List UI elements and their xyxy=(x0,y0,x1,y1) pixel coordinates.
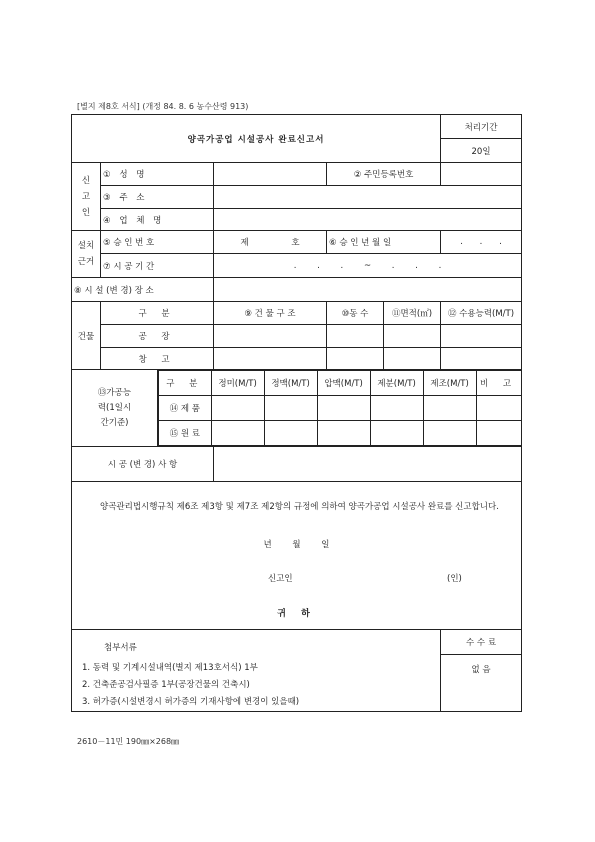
product-remarks-field[interactable] xyxy=(476,396,521,421)
fee-value: 없 음 xyxy=(441,655,522,712)
construction-period-label: ⑦ 시 공 기 간 xyxy=(101,254,214,278)
declaration-date: 년 월 일 xyxy=(263,540,330,550)
construction-details-field[interactable] xyxy=(214,447,522,482)
factory-count-field[interactable] xyxy=(327,325,384,348)
signature-line xyxy=(74,572,519,584)
installation-basis-label: 설치 근거 xyxy=(72,231,101,278)
capacity-col-milling: 제분(M/T) xyxy=(370,371,423,396)
processing-capacity-label: ⑬가공능 력(1일시 간기준) xyxy=(72,370,158,447)
building-group-label: 건물 xyxy=(72,302,101,370)
warehouse-area-field[interactable] xyxy=(384,348,441,370)
resident-id-label: ② 주민등록번호 xyxy=(327,163,441,186)
approval-number-field[interactable]: 제 호 xyxy=(214,231,327,254)
fee-label: 수 수 료 xyxy=(441,630,522,655)
address-field[interactable] xyxy=(214,186,522,209)
company-name-label: ④ 업 체 명 xyxy=(101,209,214,231)
raw-remarks-field[interactable] xyxy=(476,421,521,446)
capacity-col-pressed-barley: 압맥(M/T) xyxy=(317,371,370,396)
facility-location-label: ⑧ 시 설 (변 경) 장 소 xyxy=(72,278,214,302)
resident-id-field[interactable] xyxy=(441,163,522,186)
capacity-col-rice: 정미(M/T) xyxy=(211,371,264,396)
building-row-factory: 공 장 xyxy=(101,325,214,348)
building-col-structure: ⑨ 건 물 구 조 xyxy=(214,302,327,325)
approval-date-label: ⑥ 승 인 년 월 일 xyxy=(327,231,441,254)
building-col-category: 구 분 xyxy=(101,302,214,325)
attachments-block xyxy=(72,630,441,712)
raw-barley-field[interactable] xyxy=(264,421,317,446)
factory-capacity-field[interactable] xyxy=(441,325,522,348)
signer-label: 신고인 xyxy=(268,574,293,584)
completion-report-form xyxy=(71,114,522,712)
capacity-row-raw-material: ⑮ 원 료 xyxy=(159,421,212,446)
product-manufacture-field[interactable] xyxy=(423,396,476,421)
attachment-item: 3. 허가증(시설변경시 허가증의 기재사항에 변경이 있을때) xyxy=(82,697,300,707)
form-number-note: [별지 제8호 서식] (개정 84. 8. 6 농수산령 913) xyxy=(77,102,249,111)
raw-milling-field[interactable] xyxy=(370,421,423,446)
address-label: ③ 주 소 xyxy=(101,186,214,209)
product-milling-field[interactable] xyxy=(370,396,423,421)
print-spec-note: 2610－11민 190㎜×268㎜ xyxy=(77,737,180,746)
product-pressed-field[interactable] xyxy=(317,396,370,421)
processing-period-label: 처리기간 xyxy=(441,115,522,139)
company-name-field[interactable] xyxy=(214,209,522,231)
addressee: 귀 하 xyxy=(277,609,316,619)
warehouse-structure-field[interactable] xyxy=(214,348,327,370)
seal-mark: (인) xyxy=(447,574,462,584)
attachments-heading: 첨부서류 xyxy=(104,643,137,653)
capacity-col-manufacture: 제조(M/T) xyxy=(423,371,476,396)
facility-location-field[interactable] xyxy=(214,278,522,302)
raw-manufacture-field[interactable] xyxy=(423,421,476,446)
declaration-block xyxy=(72,482,522,630)
declaration-text: 양곡관리법시행규칙 제6조 제3항 및 제7조 제2항의 규정에 의하여 양곡가공업 시설공사 완료를 신고합니다. xyxy=(100,502,499,512)
raw-rice-field[interactable] xyxy=(211,421,264,446)
raw-pressed-field[interactable] xyxy=(317,421,370,446)
processing-capacity-grid xyxy=(158,370,522,446)
name-label: ① 성 명 xyxy=(101,163,214,186)
attachment-item: 2. 건축준공검사필증 1부(공장건물의 건축시) xyxy=(82,680,250,690)
capacity-row-product: ⑭ 제 품 xyxy=(159,396,212,421)
approval-number-label: ⑤ 승 인 번 호 xyxy=(101,231,214,254)
approval-date-field[interactable]: . . . xyxy=(441,231,522,254)
product-barley-field[interactable] xyxy=(264,396,317,421)
capacity-col-remarks: 비 고 xyxy=(476,371,521,396)
building-col-count: ⑩동 수 xyxy=(327,302,384,325)
capacity-col-barley: 정맥(M/T) xyxy=(264,371,317,396)
building-col-area: ⑪면적(㎡) xyxy=(384,302,441,325)
capacity-col-category: 구 분 xyxy=(159,371,212,396)
factory-area-field[interactable] xyxy=(384,325,441,348)
warehouse-capacity-field[interactable] xyxy=(441,348,522,370)
attachment-item: 1. 동력 및 기계시설내역(별지 제13호서식) 1부 xyxy=(82,663,258,673)
form-title: 양곡가공업 시설공사 완료신고서 xyxy=(72,115,441,163)
building-col-capacity: ⑫ 수용능력(M/T) xyxy=(441,302,522,325)
product-rice-field[interactable] xyxy=(211,396,264,421)
warehouse-count-field[interactable] xyxy=(327,348,384,370)
applicant-group-label: 신 고 인 xyxy=(72,163,101,231)
processing-period-value: 20일 xyxy=(441,139,522,163)
factory-structure-field[interactable] xyxy=(214,325,327,348)
construction-details-label: 시 공 (변 경) 사 항 xyxy=(72,447,214,482)
building-row-warehouse: 창 고 xyxy=(101,348,214,370)
name-field[interactable] xyxy=(214,163,327,186)
construction-period-field[interactable]: . . . ~ . . . xyxy=(214,254,522,278)
